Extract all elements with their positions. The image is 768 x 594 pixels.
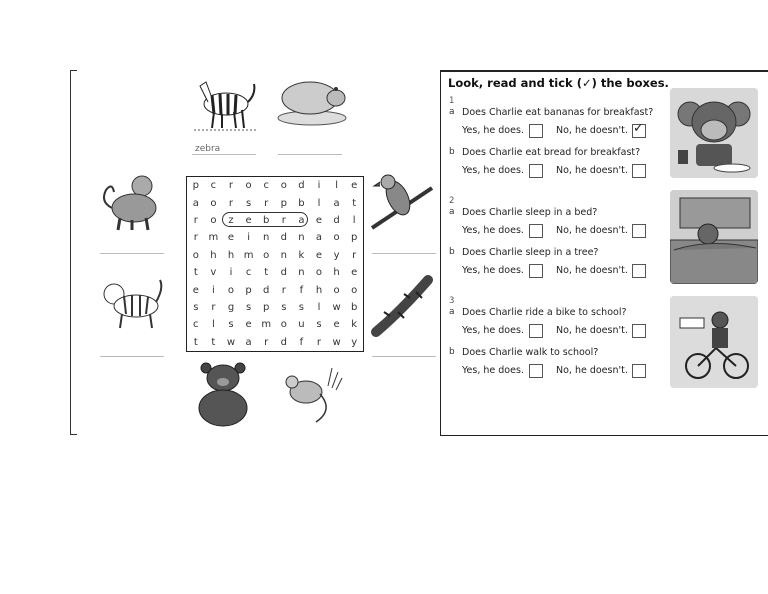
section-number: 3 <box>449 296 455 306</box>
grid-cell[interactable]: o <box>210 214 217 226</box>
grid-cell[interactable]: e <box>315 214 323 226</box>
grid-cell[interactable]: o <box>333 284 340 296</box>
grid-cell[interactable]: w <box>332 301 341 313</box>
grid-cell[interactable]: y <box>333 249 340 261</box>
question-letter: b <box>449 247 455 257</box>
grid-cell[interactable]: i <box>317 180 321 192</box>
grid-cell[interactable]: r <box>211 301 216 313</box>
grid-cell[interactable]: r <box>281 284 286 296</box>
yes-checkbox[interactable] <box>529 124 543 138</box>
grid-cell[interactable]: o <box>263 249 270 261</box>
yes-label: Yes, he does. <box>462 325 524 336</box>
grid-cell[interactable]: r <box>193 232 198 244</box>
no-checkbox[interactable] <box>632 264 646 278</box>
grid-cell[interactable]: b <box>298 197 305 209</box>
grid-cell[interactable]: i <box>229 267 233 279</box>
grid-cell[interactable]: r <box>264 197 269 209</box>
grid-cell[interactable]: e <box>315 249 323 261</box>
monkey-eating-icon <box>670 88 758 178</box>
word-search-grid <box>186 176 364 352</box>
no-checkbox[interactable] <box>632 224 646 238</box>
parrot-icon <box>368 168 436 234</box>
question-letter: a <box>449 307 455 317</box>
grid-cell[interactable]: a <box>192 197 199 209</box>
yes-checkbox[interactable] <box>529 164 543 178</box>
yes-label: Yes, he does. <box>462 165 524 176</box>
grid-cell[interactable]: a <box>298 214 305 226</box>
grid-cell[interactable]: p <box>280 197 287 209</box>
grid-cell[interactable]: r <box>193 214 198 226</box>
no-label: No, he doesn't. <box>556 265 628 276</box>
no-checkbox[interactable] <box>632 324 646 338</box>
grid-cell[interactable]: m <box>208 232 219 244</box>
grid-cell[interactable]: b <box>263 214 270 226</box>
yes-label: Yes, he does. <box>462 125 524 136</box>
grid-cell[interactable]: s <box>298 301 304 313</box>
zebra-answer-text: zebra <box>195 144 221 154</box>
grid-cell[interactable]: w <box>332 336 341 348</box>
no-label: No, he doesn't. <box>556 325 628 336</box>
monkey-on-bike-icon <box>670 296 758 388</box>
grid-cell[interactable]: s <box>281 301 287 313</box>
monkey-answer-line[interactable] <box>100 253 164 254</box>
grid-cell[interactable]: p <box>192 180 199 192</box>
grid-cell[interactable]: m <box>261 319 272 331</box>
grid-cell[interactable]: h <box>315 284 323 296</box>
parrot-answer-line[interactable] <box>372 253 436 254</box>
yes-checkbox[interactable] <box>529 364 543 378</box>
grid-cell[interactable]: e <box>245 319 252 331</box>
yes-label: Yes, he does. <box>462 225 524 236</box>
grid-cell[interactable]: o <box>333 232 340 244</box>
question-text: Does Charlie sleep in a tree? <box>462 247 599 258</box>
grid-cell[interactable]: d <box>298 180 305 192</box>
tick-mark: ✓ <box>633 121 644 136</box>
grid-cell[interactable]: s <box>193 301 199 313</box>
grid-cell[interactable]: o <box>351 284 358 296</box>
grid-cell[interactable]: c <box>263 180 269 192</box>
grid-cell[interactable]: p <box>351 232 358 244</box>
grid-cell[interactable]: k <box>298 249 305 261</box>
grid-cell[interactable]: t <box>211 336 216 348</box>
grid-cell[interactable]: h <box>227 249 235 261</box>
grid-cell[interactable]: t <box>193 336 198 348</box>
hippo-icon <box>276 74 348 126</box>
grid-cell[interactable]: d <box>280 336 287 348</box>
question-text: Does Charlie eat bananas for breakfast? <box>462 107 654 118</box>
mouse-icon <box>276 364 348 426</box>
grid-cell[interactable]: o <box>210 197 217 209</box>
grid-cell[interactable]: a <box>315 232 323 244</box>
question-text: Does Charlie eat bread for breakfast? <box>462 147 641 158</box>
grid-cell[interactable]: g <box>227 301 235 313</box>
grid-cell[interactable]: o <box>245 180 252 192</box>
grid-cell[interactable]: r <box>281 214 286 226</box>
monkey-icon <box>98 172 166 234</box>
charlie-bike-picture <box>670 296 758 388</box>
no-label: No, he doesn't. <box>556 225 628 236</box>
grid-cell[interactable]: c <box>245 267 252 279</box>
section-number: 1 <box>449 96 455 106</box>
grid-cell[interactable]: e <box>351 180 358 192</box>
grid-cell[interactable]: h <box>210 249 217 261</box>
charlie-bed-picture <box>670 190 758 284</box>
grid-cell[interactable]: u <box>298 319 305 331</box>
grid-cell[interactable]: p <box>263 301 270 313</box>
grid-cell[interactable]: n <box>280 249 287 261</box>
tiger-answer-line[interactable] <box>100 356 164 357</box>
crocodile-answer-line[interactable] <box>372 356 436 357</box>
hippo-answer-line[interactable] <box>278 154 342 155</box>
grid-cell[interactable]: l <box>317 301 321 313</box>
grid-cell[interactable]: s <box>245 301 252 313</box>
grid-cell[interactable]: f <box>299 336 304 348</box>
grid-cell[interactable]: c <box>210 180 217 192</box>
yes-checkbox[interactable] <box>529 224 543 238</box>
question-text: Does Charlie sleep in a bed? <box>462 207 598 218</box>
grid-cell[interactable]: b <box>351 301 358 313</box>
question-letter: b <box>449 147 455 157</box>
grid-cell[interactable]: r <box>352 249 357 261</box>
left-worksheet-bracket <box>70 70 77 435</box>
grid-cell[interactable]: t <box>264 267 269 279</box>
grid-cell[interactable]: d <box>280 267 287 279</box>
question-text: Does Charlie walk to school? <box>462 347 599 358</box>
grid-cell[interactable]: a <box>245 336 252 348</box>
grid-cell[interactable]: z <box>228 214 234 226</box>
yes-checkbox[interactable] <box>529 264 543 278</box>
grid-cell[interactable]: a <box>333 197 340 209</box>
grid-cell[interactable]: l <box>212 319 215 331</box>
grid-cell[interactable]: m <box>243 249 254 261</box>
grid-cell[interactable]: r <box>228 180 234 192</box>
grid-cell[interactable]: y <box>351 336 358 348</box>
grid-cell[interactable]: r <box>264 336 269 348</box>
yes-label: Yes, he does. <box>462 365 524 376</box>
exercise-title: Look, read and tick (✓) the boxes. <box>448 76 669 90</box>
grid-cell[interactable]: o <box>280 319 287 331</box>
grid-cell[interactable]: o <box>280 180 287 192</box>
grid-cell[interactable]: s <box>228 319 234 331</box>
grid-cell[interactable]: i <box>212 284 215 296</box>
grid-cell[interactable]: t <box>193 267 198 279</box>
zebra-icon <box>190 74 260 134</box>
grid-cell[interactable]: n <box>263 232 270 244</box>
grid-cell[interactable]: r <box>228 197 234 209</box>
grid-cell[interactable]: d <box>333 214 340 226</box>
bear-icon <box>192 360 256 428</box>
grid-cell[interactable]: d <box>280 232 287 244</box>
question-text: Does Charlie ride a bike to school? <box>462 307 627 318</box>
grid-cell[interactable]: e <box>333 319 340 331</box>
question-letter: a <box>449 107 455 117</box>
grid-cell[interactable]: o <box>315 267 323 279</box>
grid-cell[interactable]: d <box>263 284 270 296</box>
question-letter: a <box>449 207 455 217</box>
grid-cell[interactable]: w <box>226 336 236 348</box>
grid-cell[interactable]: n <box>298 267 305 279</box>
grid-cell[interactable]: e <box>245 214 252 226</box>
no-label: No, he doesn't. <box>556 365 628 376</box>
yes-checkbox[interactable] <box>529 324 543 338</box>
grid-cell[interactable]: c <box>193 319 199 331</box>
no-label: No, he doesn't. <box>556 125 628 136</box>
crocodile-icon <box>370 272 436 338</box>
grid-cell[interactable]: r <box>316 336 322 348</box>
grid-cell[interactable]: e <box>192 284 199 296</box>
grid-cell[interactable]: i <box>247 232 250 244</box>
grid-cell[interactable]: t <box>352 197 357 209</box>
grid-cell[interactable]: h <box>333 267 340 279</box>
section-number: 2 <box>449 196 455 206</box>
no-checkbox[interactable] <box>632 164 646 178</box>
grid-cell[interactable]: p <box>245 284 252 296</box>
grid-cell[interactable]: s <box>316 319 322 331</box>
grid-cell[interactable]: e <box>227 232 235 244</box>
grid-cell[interactable]: s <box>245 197 252 209</box>
tiger-icon <box>98 276 166 334</box>
monkey-in-bed-icon <box>670 190 758 284</box>
question-letter: b <box>449 347 455 357</box>
grid-cell[interactable]: e <box>351 267 358 279</box>
grid-cell[interactable]: o <box>192 249 199 261</box>
grid-cell[interactable]: l <box>352 214 356 226</box>
no-checkbox[interactable] <box>632 364 646 378</box>
grid-cell[interactable]: l <box>317 197 321 209</box>
grid-cell[interactable]: n <box>298 232 305 244</box>
grid-cell[interactable]: f <box>299 284 304 296</box>
grid-cell[interactable]: l <box>335 180 338 192</box>
zebra-answer-line[interactable] <box>192 154 256 155</box>
charlie-breakfast-picture <box>670 88 758 178</box>
grid-cell[interactable]: v <box>210 267 217 279</box>
grid-cell[interactable]: k <box>351 319 358 331</box>
no-label: No, he doesn't. <box>556 165 628 176</box>
yes-label: Yes, he does. <box>462 265 524 276</box>
grid-cell[interactable]: o <box>227 284 235 296</box>
zebra-circle-highlight <box>222 212 308 227</box>
